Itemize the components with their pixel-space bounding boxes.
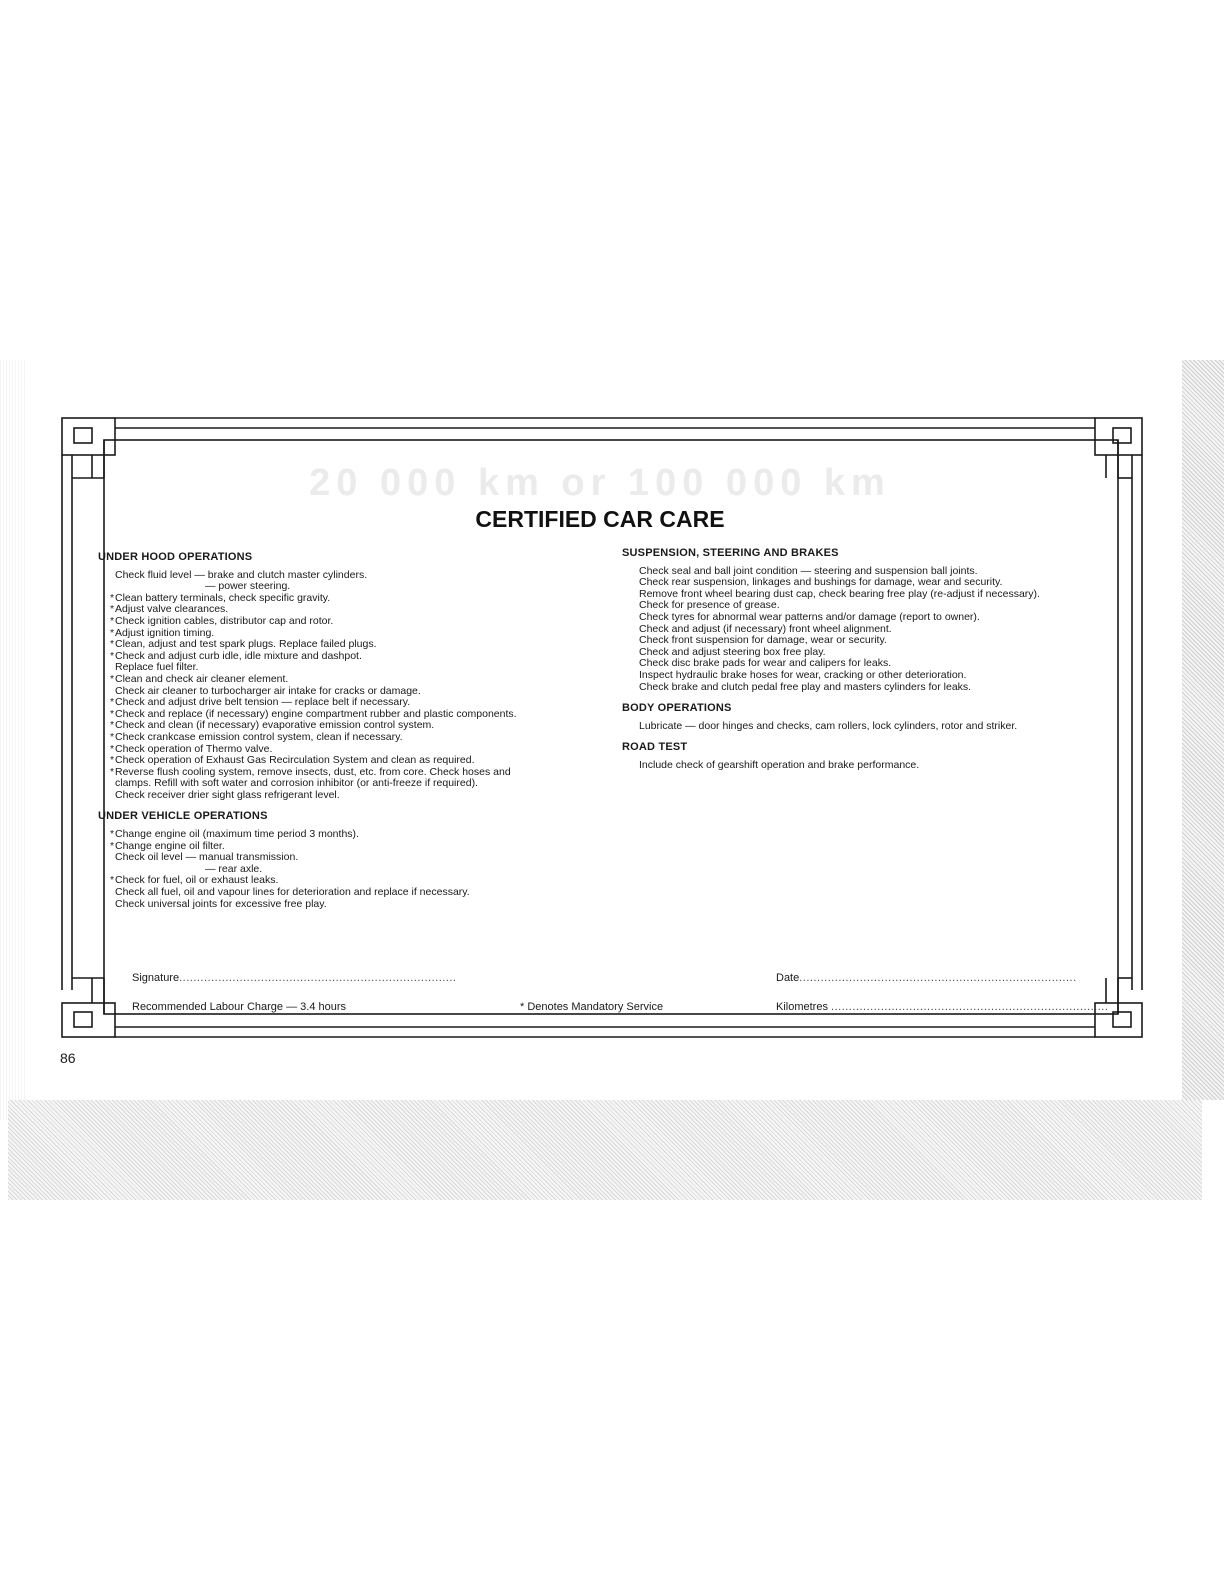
list-item-text: Check fluid level — brake and clutch master cylinders. <box>115 568 368 581</box>
mandatory-marker: * <box>110 765 115 778</box>
under-hood-section <box>98 552 608 801</box>
list-item: Check tyres for abnormal wear patterns and/or damage (report to owner). <box>639 610 980 623</box>
list-item-text: Change engine oil filter. <box>115 839 225 852</box>
mandatory-note: * Denotes Mandatory Service <box>520 1001 664 1013</box>
list-item-text: Check universal joints for excessive free play. <box>115 897 327 910</box>
list-item <box>115 790 608 802</box>
list-item-text: Change engine oil (maximum time period 3 months). <box>115 828 359 841</box>
kilometres-dots: .............................................................................. <box>831 1001 1109 1013</box>
list-item-text: Check and adjust curb idle, idle mixture and dashpot. <box>115 649 362 662</box>
page-title: CERTIFIED CAR CARE <box>475 506 725 532</box>
list-item-text: Check operation of Thermo valve. <box>115 742 273 755</box>
page-number: 86 <box>60 1050 76 1066</box>
mandatory-marker: * <box>110 719 115 732</box>
mandatory-marker: * <box>110 614 115 627</box>
list-item <box>115 852 608 864</box>
list-item: Remove front wheel bearing dust cap, check bearing free play (re-adjust if necessary). <box>639 587 1040 600</box>
suspension-section <box>622 548 1122 693</box>
list-item: Check for presence of grease. <box>639 599 780 612</box>
labour-charge: Recommended Labour Charge — 3.4 hours <box>132 1001 347 1013</box>
body-section <box>622 703 1122 732</box>
list-item: Check brake and clutch pedal free play and masters cylinders for leaks. <box>639 680 972 693</box>
section-heading: ROAD TEST <box>622 741 688 754</box>
mandatory-marker: * <box>110 591 115 604</box>
date-dots: .............................................................................. <box>799 972 1077 984</box>
mandatory-marker: * <box>110 754 115 767</box>
list-item: Include check of gearshift operation and brake performance. <box>639 758 920 771</box>
list-item-text: Check and clean (if necessary) evaporative emission control system. <box>115 719 435 732</box>
list-item <box>115 570 608 582</box>
body-list <box>639 721 1122 733</box>
list-item-text: Replace fuel filter. <box>115 661 199 674</box>
under-vehicle-section <box>98 811 608 910</box>
list-item: Check front suspension for damage, wear or security. <box>639 634 887 647</box>
list-item: Check seal and ball joint condition — steering and suspension ball joints. <box>639 564 978 577</box>
list-item-text: Adjust ignition timing. <box>115 626 215 639</box>
mandatory-marker: * <box>110 839 115 852</box>
list-item-text: Check ignition cables, distributor cap and rotor. <box>115 614 334 627</box>
list-item: Check disc brake pads for wear and calipers for leaks. <box>639 657 892 670</box>
mandatory-marker: * <box>110 603 115 616</box>
right-column <box>622 548 1122 782</box>
list-item-text: Check oil level — manual transmission. <box>115 851 299 864</box>
list-item-text: Check and replace (if necessary) engine compartment rubber and plastic components. <box>115 707 517 720</box>
date-label: Date <box>776 972 800 984</box>
kilometres-label: Kilometres <box>776 1001 828 1013</box>
list-item: Inspect hydraulic brake hoses for wear, cracking or other deterioration. <box>639 668 967 681</box>
mandatory-marker: * <box>110 730 115 743</box>
list-item-text: Adjust valve clearances. <box>115 603 229 616</box>
list-item-text: — rear axle. <box>205 862 263 875</box>
list-item-text: clamps. Refill with soft water and corrosion inhibitor (or anti-freeze if required). <box>115 777 478 790</box>
list-item <box>115 899 608 911</box>
signature-line <box>132 972 456 984</box>
list-item: Check rear suspension, linkages and bushings for damage, wear and security. <box>639 576 1003 589</box>
section-heading: UNDER VEHICLE OPERATIONS <box>98 810 268 823</box>
under-vehicle-list <box>110 828 608 910</box>
section-heading: UNDER HOOD OPERATIONS <box>98 551 253 563</box>
list-item-text: — power steering. <box>205 580 291 593</box>
date-line <box>776 972 1077 984</box>
section-heading: BODY OPERATIONS <box>622 702 732 715</box>
mandatory-marker: * <box>110 672 115 685</box>
mandatory-marker: * <box>110 696 115 709</box>
list-item-text: Check air cleaner to turbocharger air intake for cracks or damage. <box>115 684 421 697</box>
under-hood-list <box>110 568 608 802</box>
mandatory-marker: * <box>110 638 115 651</box>
mandatory-marker: * <box>110 649 115 662</box>
mandatory-marker: * <box>110 874 115 887</box>
list-item-text: Check crankcase emission control system, clean if necessary. <box>115 730 403 743</box>
list-item-text: Check for fuel, oil or exhaust leaks. <box>115 874 279 887</box>
suspension-list <box>639 566 1122 694</box>
left-column <box>98 552 608 920</box>
list-item-text: Clean battery terminals, check specific gravity. <box>115 591 331 604</box>
list-item: Check and adjust (if necessary) front wheel alignment. <box>639 622 892 635</box>
mandatory-marker: * <box>110 626 115 639</box>
kilometres-line <box>776 1001 1108 1013</box>
list-item-text: Check and adjust drive belt tension — replace belt if necessary. <box>115 696 411 709</box>
signature-dots: .............................................................................. <box>179 972 457 984</box>
signature-label: Signature <box>132 972 180 984</box>
mandatory-marker: * <box>110 828 115 841</box>
list-item: Check and adjust steering box free play. <box>639 645 826 658</box>
mandatory-marker: * <box>110 742 115 755</box>
mandatory-marker: * <box>110 707 115 720</box>
list-item-text: Check operation of Exhaust Gas Recirculation System and clean as required. <box>115 754 475 767</box>
list-item-text: Clean, adjust and test spark plugs. Replace failed plugs. <box>115 638 377 651</box>
road-test-list <box>639 760 1122 772</box>
list-item-text: Check all fuel, oil and vapour lines for deterioration and replace if necessary. <box>115 886 470 899</box>
list-item-text: Clean and check air cleaner element. <box>115 672 289 685</box>
list-item-text: Check receiver drier sight glass refrigerant level. <box>115 788 340 801</box>
list-item-text: Reverse flush cooling system, remove insects, dust, etc. from core. Check hoses and <box>115 765 511 778</box>
faded-mileage-heading: 20 000 km or 100 000 km <box>309 462 891 504</box>
section-heading: SUSPENSION, STEERING AND BRAKES <box>622 547 839 559</box>
road-test-section <box>622 742 1122 771</box>
list-item: Lubricate — door hinges and checks, cam rollers, lock cylinders, rotor and striker. <box>639 719 1018 732</box>
